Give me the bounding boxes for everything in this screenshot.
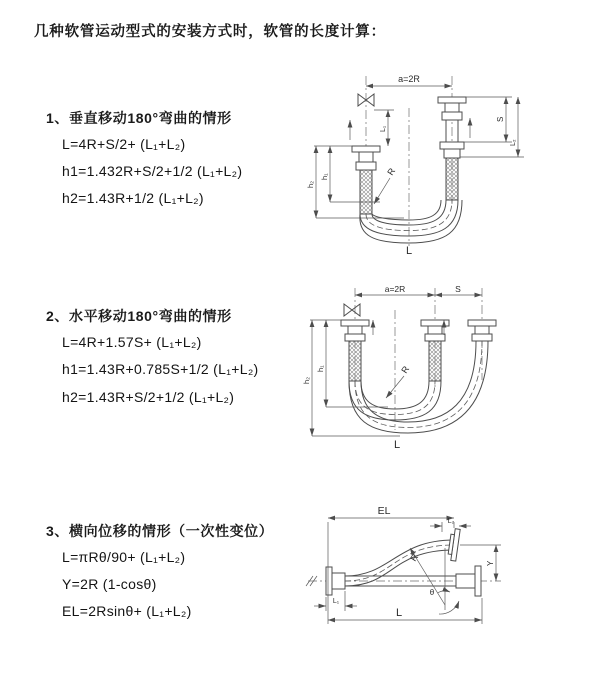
hose-position-2 — [349, 341, 488, 433]
dim-l1 — [314, 591, 357, 611]
dim-a2r-label: a=2R — [384, 284, 406, 294]
dim-el-label: EL — [377, 505, 391, 517]
dim-l1 — [374, 110, 394, 146]
middle-flange-assembly — [421, 320, 449, 381]
length-label: L — [405, 245, 413, 257]
right-flange-assembly — [468, 320, 496, 341]
section3-formula-Y: Y=2R (1-cosθ) — [62, 576, 157, 592]
section3-formula-EL: EL=2Rsinθ+ (L₁+L₂) — [62, 603, 192, 619]
page-title: 几种软管运动型式的安装方式时，软管的长度计算： — [34, 24, 386, 40]
u-hose — [360, 200, 462, 243]
dim-h1-label: h₁ — [320, 173, 329, 180]
dim-l1-label: L₁ — [380, 125, 387, 132]
section2-heading: 2、水平移动180°弯曲的情形 — [46, 308, 232, 324]
angle-theta-label: θ — [429, 588, 435, 597]
upper-flange-assembly — [447, 528, 460, 561]
dim-s-label: S — [455, 284, 461, 294]
hose-displaced-position — [345, 540, 454, 586]
section1-formula-L: L=4R+S/2+ (L₁+L₂) — [62, 136, 186, 152]
section1-formula-h2: h2=1.43R+1/2 (L₁+L₂) — [62, 190, 204, 206]
radius-label: R — [408, 552, 421, 564]
centerlines — [355, 288, 482, 430]
dim-h2-label: h₂ — [306, 180, 315, 188]
length-label: L — [393, 439, 401, 451]
left-flange-assembly — [326, 567, 345, 595]
dim-h — [306, 146, 404, 218]
right-flange-assembly — [456, 566, 481, 596]
section1-formula-h1: h1=1.432R+S/2+1/2 (L₁+L₂) — [62, 163, 243, 179]
section2-formula-h2: h2=1.43R+S/2+1/2 (L₁+L₂) — [62, 389, 235, 405]
dim-s-label: S — [496, 116, 505, 122]
valve-icon — [344, 304, 360, 316]
dim-l2-label: L₂ — [447, 518, 455, 525]
section1-heading: 1、垂直移动180°弯曲的情形 — [46, 110, 232, 126]
section2-formula-L: L=4R+1.57S+ (L₁+L₂) — [62, 334, 202, 350]
left-flange-assembly — [341, 320, 369, 381]
section3-formula-L: L=πRθ/90+ (L₁+L₂) — [62, 549, 186, 565]
section3-heading: 3、横向位移的情形（一次性变位） — [46, 523, 274, 539]
diagram-horizontal-180-bend — [300, 280, 600, 458]
left-flange-assembly — [352, 146, 380, 214]
dim-l2 — [430, 518, 471, 526]
dim-s-l2 — [460, 97, 524, 157]
dim-h1-label: h₁ — [316, 365, 325, 372]
braided-hose-section — [360, 170, 372, 214]
dim-h2-label: h₂ — [302, 376, 311, 384]
section2-formula-h1: h1=1.43R+0.785S+1/2 (L₁+L₂) — [62, 361, 259, 377]
dim-a2r-label: a=2R — [398, 74, 420, 84]
radius-label: R — [385, 166, 398, 178]
braided-hose-section — [446, 158, 458, 200]
diagram-vertical-180-bend — [300, 56, 590, 266]
dim-l1-label: L₁ — [332, 598, 340, 605]
dim-l-label: L — [395, 607, 403, 619]
radius-leader — [374, 178, 390, 204]
dim-y-label: Y — [486, 560, 495, 566]
dim-l2-label: L₂ — [510, 139, 517, 146]
diagram-lateral-displacement — [296, 498, 600, 660]
radius-label: R — [399, 364, 412, 376]
right-flange-assembly — [438, 97, 466, 200]
